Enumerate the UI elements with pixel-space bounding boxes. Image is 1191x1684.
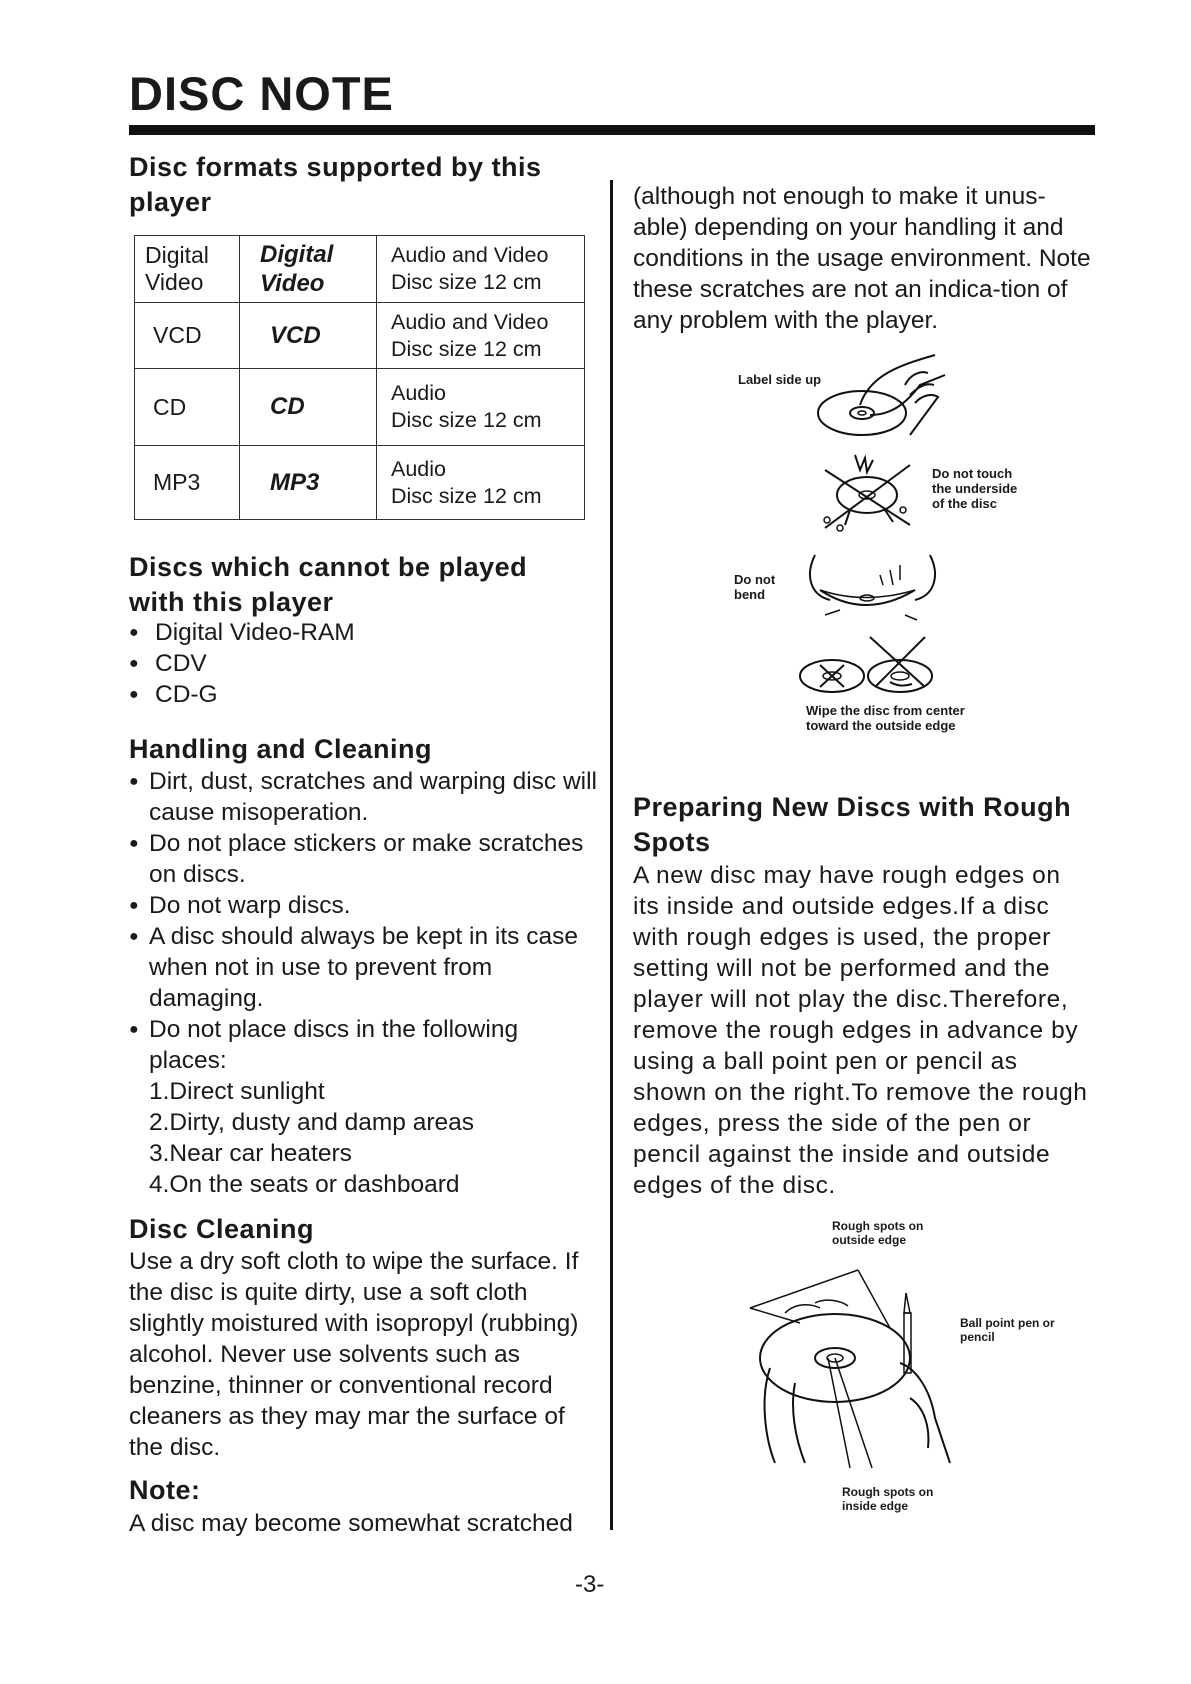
note-heading: Note: [129, 1475, 201, 1505]
do-not-touch-illustration [815, 450, 925, 535]
title-rule [129, 125, 1095, 135]
list-item: ● CDV [129, 648, 589, 679]
wipe-disc-illustration [800, 632, 940, 694]
place-item: 1.Direct sunlight [149, 1078, 325, 1105]
format-type: Audio and Video [391, 309, 549, 334]
table-row [135, 303, 585, 369]
disc-hand-illustration [810, 355, 960, 445]
list-item: ● CD-G [129, 679, 589, 710]
wipe-label: Wipe the disc from center toward the outside edge [806, 703, 965, 733]
rough-inside-label: Rough spots on inside edge [842, 1485, 934, 1513]
pen-label: Ball point pen or pencil [960, 1316, 1055, 1344]
list-item: ● Do not place discs in the following places: [129, 1014, 599, 1076]
cleaning-heading: Disc Cleaning [129, 1214, 315, 1244]
format-logo: CD [240, 369, 377, 446]
do-not-touch-label: Do not touch the underside of the disc [932, 466, 1018, 511]
table-row [135, 446, 585, 520]
handling-list [129, 766, 599, 1200]
format-name: Digital Video [135, 236, 240, 303]
place-item: 3.Near car heaters [149, 1140, 352, 1167]
format-type: Audio [391, 381, 446, 405]
format-name: MP3 [135, 446, 240, 520]
do-not-bend-illustration [805, 550, 940, 630]
list-item: ● Do not warp discs. [129, 890, 599, 921]
note-text-cont: (although not enough to make it unus-able) depending on your handling it and conditions in the usage environment. Note these scratches are not an indica-tion of any problem with the player. [633, 183, 1091, 334]
list-item: ● Do not place stickers or make scratches on discs. [129, 828, 599, 890]
format-size: Disc size 12 cm [391, 408, 542, 432]
format-size: Disc size 12 cm [391, 483, 542, 508]
format-logo: VCD [240, 303, 377, 369]
place-item: 2.Dirty, dusty and damp areas [149, 1109, 475, 1136]
place-item: 4.On the seats or dashboard [149, 1171, 460, 1198]
table-row [135, 369, 585, 446]
rough-heading: Preparing New Discs with Rough Spots [633, 792, 1072, 857]
format-type: Audio and Video [391, 243, 549, 267]
rough-text: A new disc may have rough edges on its inside and outside edges.If a disc with rough edges is used, the proper setting will not be performed and the player will not play the disc.Therefore, remove the rough edges in advance by using a ball point pen or pencil as shown on the right.To remove the rough edges, press the side of the pen or pencil against the inside and outside edges of the disc. [633, 862, 1088, 1199]
format-logo: MP3 [240, 446, 377, 520]
disc-pen-illustration [760, 1258, 960, 1478]
page-title: DISC NOTE [129, 67, 394, 120]
cannot-play-heading: Discs which cannot be played with this player [129, 552, 528, 617]
label-side-up-label: Label side up [738, 372, 822, 387]
format-size: Disc size 12 cm [391, 336, 542, 361]
format-name: VCD [135, 303, 240, 369]
cleaning-text: Use a dry soft cloth to wipe the surface. If the disc is quite dirty, use a soft cloth slightly moistured with isopropyl (rubbing) alcohol. Never use solvents such as benzine, thinner or conventional record cleaners as they may mar the surface of the disc. [129, 1248, 579, 1461]
formats-table [134, 235, 585, 520]
formats-heading: Disc formats supported by this player [129, 152, 542, 217]
format-name: CD [135, 369, 240, 446]
list-item: ● Digital Video-RAM [129, 617, 589, 648]
list-item: ● A disc should always be kept in its case when not in use to prevent from damaging. [129, 921, 599, 1014]
list-item: ● Dirt, dust, scratches and warping disc will cause misoperation. [129, 766, 599, 828]
cannot-play-list [129, 617, 589, 710]
column-divider [610, 180, 613, 1530]
format-size: Disc size 12 cm [391, 270, 542, 294]
format-type: Audio [391, 456, 446, 481]
rough-outside-label: Rough spots on outside edge [832, 1219, 924, 1247]
page-number: -3- [575, 1571, 605, 1598]
handling-heading: Handling and Cleaning [129, 734, 433, 764]
note-text-start: A disc may become somewhat scratched [129, 1510, 573, 1537]
table-row [135, 236, 585, 303]
format-logo: Digital Video [240, 236, 377, 303]
do-not-bend-label: Do not bend [734, 572, 776, 602]
